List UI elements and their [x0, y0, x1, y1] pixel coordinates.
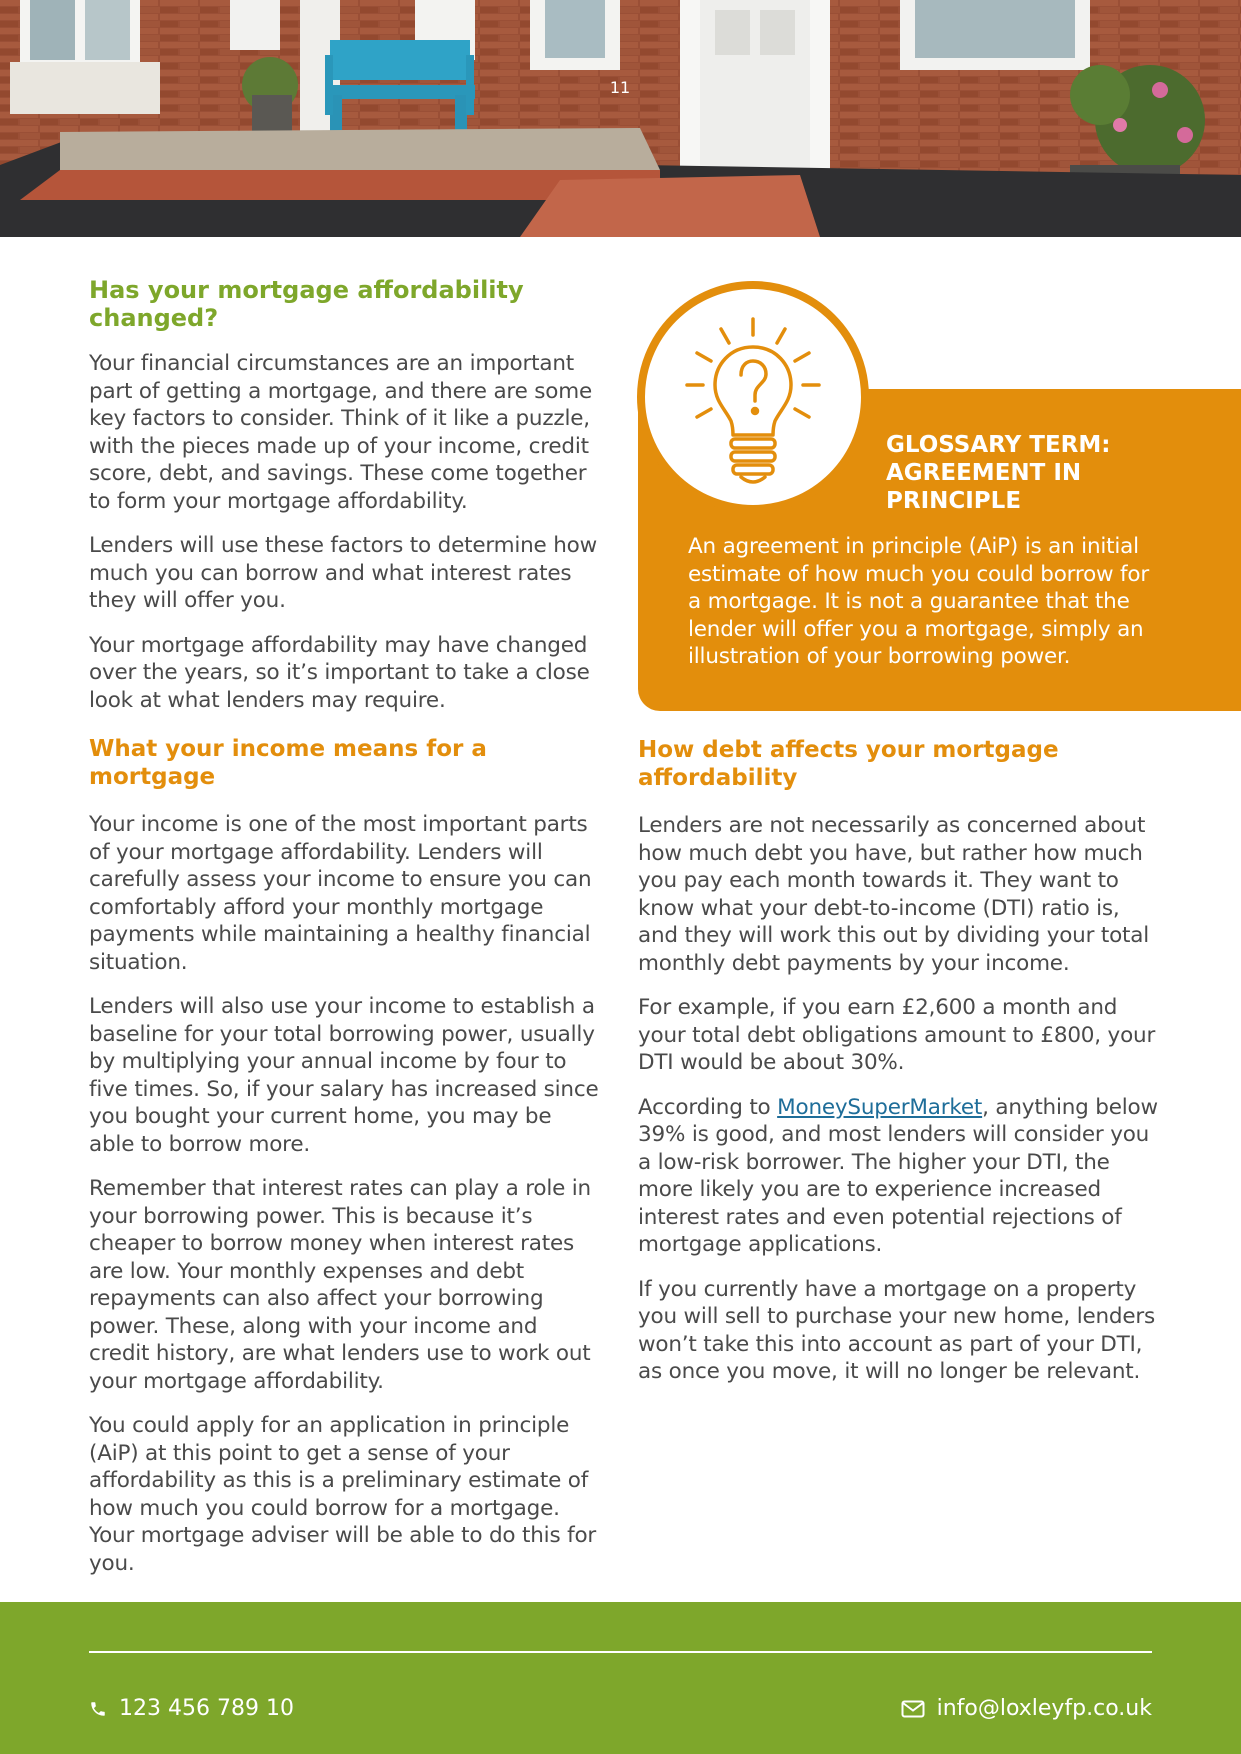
right-column	[638, 736, 1158, 1403]
income-paragraph: Lenders will also use your income to establish a baseline for your total borrowing power, usually by multiplying your annual income by four to five times. So, if your salary has increased since you bought your current home, you may be able to borrow more.	[89, 994, 599, 1157]
debt-text: According to	[638, 1094, 778, 1120]
debt-paragraph	[638, 1094, 1158, 1259]
debt-heading: How debt affects your mortgage affordability	[638, 737, 1059, 791]
income-paragraph: You could apply for an application in principle (AiP) at this point to get a sense of your affordability as this is a preliminary estimate of how much you could borrow for a mortgage. Your mortgage adviser will be able to do this for you.	[89, 1413, 597, 1576]
lightbulb-question-icon	[685, 317, 821, 487]
debt-text: , anything below 39% is good, and most lenders will consider you a low-risk borrower. The higher your DTI, the more likely you are to experience increased interest rates and even potential rejections of mortgage applications.	[638, 1094, 1158, 1257]
glossary-title: GLOSSARY TERM: AGREEMENT IN PRINCIPLE	[886, 432, 1111, 514]
footer-divider	[89, 1651, 1152, 1653]
page-number: 11	[609, 78, 631, 97]
left-column	[89, 276, 603, 1594]
glossary-icon-circle	[637, 281, 869, 513]
affordability-heading: Has your mortgage affordability changed?	[89, 276, 524, 332]
email-address: info@loxleyfp.co.uk	[936, 1696, 1152, 1721]
intro-paragraph: Your financial circumstances are an important part of getting a mortgage, and there are some key factors to consider. Think of it like a puzzle, with the pieces made up of your income, credit score, debt, and savings. These come together to form your mortgage affordability.	[89, 351, 592, 514]
envelope-icon	[901, 1700, 925, 1718]
debt-paragraph: For example, if you earn £2,600 a month and your total debt obligations amount to £800, your DTI would be about 30%.	[638, 995, 1156, 1075]
income-paragraph: Remember that interest rates can play a role in your borrowing power. This is because it’s cheaper to borrow money when interest rates are low. Your monthly expenses and debt repayments can also affect your borrowing power. These, along with your income and credit history, are what lenders use to work out your mortgage affordability.	[89, 1176, 591, 1394]
footer	[0, 1602, 1241, 1754]
debt-paragraph: If you currently have a mortgage on a property you will sell to purchase your new home, lenders won’t take this into account as part of your DTI, as once you move, it will no longer be relevant.	[638, 1276, 1156, 1384]
glossary-text: An agreement in principle (AiP) is an initial estimate of how much you could borrow for a mortgage. It is not a guarantee that the lender will offer you a mortgage, simply an illustration of your borrowing power.	[688, 534, 1150, 669]
intro-paragraph: Lenders will use these factors to determine how much you can borrow and what interest rates they will offer you.	[89, 533, 597, 613]
income-paragraph: Your income is one of the most important parts of your mortgage affordability. Lenders will carefully assess your income to ensure you can comfortably afford your monthly mortgage payments while maintaining a healthy financial situation.	[89, 812, 592, 975]
income-heading: What your income means for a mortgage	[89, 736, 487, 790]
phone-icon	[89, 1700, 107, 1718]
debt-paragraph: Lenders are not necessarily as concerned about how much debt you have, but rather how much you pay each month towards it. They want to know what your debt-to-income (DTI) ratio is, and they will work this out by dividing your total monthly debt payments by your income.	[638, 813, 1150, 976]
hero-photo	[0, 0, 1241, 237]
footer-phone[interactable]	[89, 1696, 294, 1721]
phone-number: 123 456 789 10	[119, 1696, 294, 1721]
footer-email[interactable]	[901, 1696, 1152, 1721]
hero-illustration	[0, 0, 1241, 237]
intro-paragraph: Your mortgage affordability may have changed over the years, so it’s important to take a close look at what lenders may require.	[89, 632, 590, 713]
moneysupermarket-link[interactable]: MoneySuperMarket	[777, 1094, 983, 1120]
